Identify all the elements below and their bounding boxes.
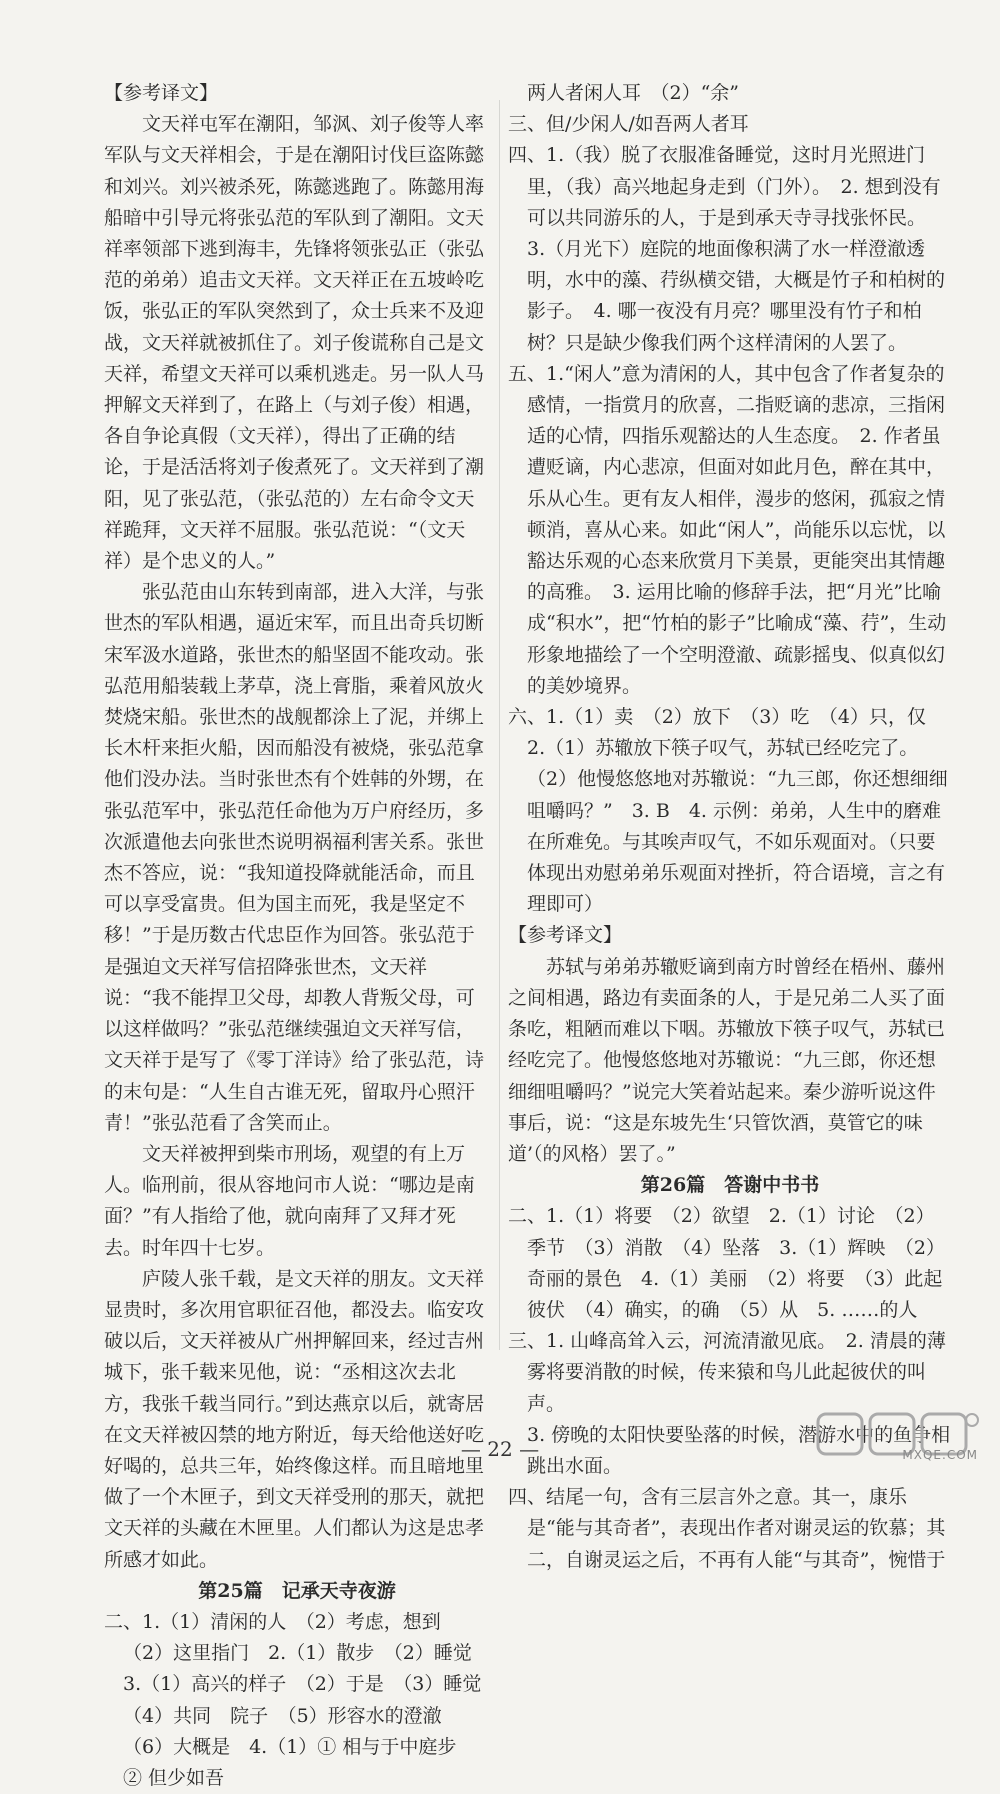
paragraph: 庐陵人张千载，是文天祥的朋友。文天祥显贵时，多次用官职征召他，都没去。临安攻破以后，文天祥被从广州押解回来，经过吉州城下，张千载来见他，说：“丞相这次去北方，我张千载当同行。”到达燕京以后，就寄居在文天祥被囚禁的地方附近，每天给他送好吃好喝的，总共三年，始终像这样。而且暗地里做了一个木匣子，到文天祥受刑的那天，就把文天祥的头藏在木匣里。人们都认为这是忠孝所感才如此。: [104, 1267, 485, 1571]
paragraph: 二、1.（1）清闲的人 （2）考虑，想到 （2）这里指门 2.（1）散步 （2）睡觉 3.（1）高兴的样子 （2）于是 （3）睡觉 （4）共同 院子 （5）形容水的澄澈 （6）大概是 4.（1）① 相与于中庭步 ② 但少如吾: [104, 1610, 501, 1789]
paragraph: 二、1.（1）将要 （2）欲望 2.（1）讨论 （2）季节 （3）消散 （4）坠落 3.（1）辉映 （2）奇丽的景色 4.（1）美丽 （2）将要 （3）此起彼伏 （4）确实，的确 （5）从 5. ……的人: [508, 1205, 945, 1321]
page-number: — 22 —: [460, 1437, 540, 1461]
paragraph: 三、但/少闲人/如吾两人者耳: [508, 113, 749, 136]
right-column: [508, 78, 952, 1576]
paragraph: 【参考译文】: [508, 924, 623, 947]
paragraph: 苏轼与弟弟苏辙贬谪到南方时曾经在梧州、藤州之间相遇，路边有卖面条的人，于是兄弟二人买了面条吃，粗陋而难以下咽。苏辙放下筷子叹气，苏轼已经吃完了。他慢悠悠地对苏辙说：“九三郎，你还想细细咀嚼吗？”说完大笑着站起来。秦少游听说这件事后，说：“这是东坡先生‘只管饮酒，莫管它的味道’（的风格）罢了。”: [508, 955, 946, 1165]
paragraph: 五、1.“闲人”意为清闲的人，其中包含了作者复杂的感情，一指赏月的欣喜，二指贬谪的悲凉，三指闲适的心情，四指乐观豁达的人生态度。 2. 作者虽遭贬谪，内心悲凉，但面对如此月色，醉在其中，乐从心生。更有友人相伴，漫步的悠闲，孤寂之情顿消，喜从心来。如此“闲人”，尚能乐以忘忧，以豁达乐观的心态来欣赏月下美景，更能突出其情趣的高雅。 3. 运用比喻的修辞手法，把“月光”比喻成“积水”，把“竹柏的影子”比喻成“藻、荇”，生动形象地描绘了一个空明澄澈、疏影摇曳、似真似幻的美妙境界。: [508, 362, 947, 697]
paragraph: 四、1.（我）脱了衣服准备睡觉，这时月光照进门里，（我）高兴地起身走到（门外）。 2. 想到没有可以共同游乐的人，于是到承天寺寻找张怀民。 3.（月光下）庭院的地面像积满了水一样澄澈透明，水中的藻、荇纵横交错，大概是竹子和柏树的影子。 4. 哪一夜没有月亮？哪里没有竹子和柏树？只是缺少像我们两个这样清闲的人罢了。: [508, 144, 946, 354]
paragraph: 文天祥被押到柴市刑场，观望的有上万人。临刑前，很从容地问市人说：“哪边是南面？”有人指给了他，就向南拜了又拜才死去。时年四十七岁。: [104, 1142, 475, 1259]
paragraph: 【参考译文】: [104, 82, 219, 104]
paragraph: 两人者闲人耳 （2）“余”: [527, 82, 740, 104]
watermark-text: MXQE.COM: [902, 1448, 978, 1462]
section-heading: 第25篇 记承天寺夜游: [198, 1579, 396, 1602]
section-heading: 第26篇 答谢中书书: [640, 1174, 820, 1197]
column-divider: [499, 100, 500, 1350]
paragraph: 文天祥屯军在潮阳，邹沨、刘子俊等人率军队与文天祥相会，于是在潮阳讨伐巨盗陈懿和刘兴。刘兴被杀死，陈懿逃跑了。陈懿用海船暗中引导元将张弘范的军队到了潮阳。文天祥率领部下逃到海丰，先锋将领张弘正（张弘范的弟弟）追击文天祥。文天祥正在五坡岭吃饭，张弘正的军队突然到了，众士兵来不及迎战，文天祥就被抓住了。刘子俊谎称自己是文天祥，希望文天祥可以乘机逃走。另一队人马押解文天祥到了，在路上（与刘子俊）相遇，各自争论真假（文天祥），得出了正确的结论，于是活活将刘子俊煮死了。文天祥到了潮阳，见了张弘范，（张弘范的）左右命令文天祥跪拜，文天祥不屈服。张弘范说：“（文天祥）是个忠义的人。”: [104, 113, 485, 573]
paragraph: 张弘范由山东转到南部，进入大洋，与张世杰的军队相遇，逼近宋军，而且出奇兵切断宋军汲水道路，张世杰的船坚固不能攻动。张弘范用船装载上茅草，浇上膏脂，乘着风放火焚烧宋船。张世杰的战舰都涂上了泥，并绑上长木杆来拒火船，因而船没有被烧，张弘范拿他们没办法。当时张世杰有个姓韩的外甥，在张弘范军中，张弘范任命他为万户府经历，多次派遣他去向张世杰说明祸福利害关系。张世杰不答应，说：“我知道投降就能活命，而且可以享受富贵。但为国主而死，我是坚定不移！”于是历数古代忠臣作为回答。张弘范于是强迫文天祥写信招降张世杰，文天祥说：“我不能捍卫父母，却教人背叛父母，可以这样做吗？”张弘范继续强迫文天祥写信，文天祥于是写了《零丁洋诗》给了张弘范，诗的末句是：“人生自古谁无死，留取丹心照汗青！”张弘范看了含笑而止。: [104, 581, 485, 1134]
paragraph: 三、1. 山峰高耸入云，河流清澈见底。 2. 清晨的薄雾将要消散的时候，传来猿和鸟儿此起彼伏的叫声。: [508, 1330, 946, 1415]
paragraph: 六、1.（1）卖 （2）放下 （3）吃 （4）只，仅 2.（1）苏辙放下筷子叹气，苏轼已经吃完了。 （2）他慢悠悠地对苏辙说：“九三郎，你还想细细咀嚼吗？” 3. B 4. 示例：弟弟，人生中的磨难在所难免。与其唉声叹气，不如乐观面对。（只要体现出劝慰弟弟乐观面对挫折，符合语境，言之有理即可）: [508, 706, 948, 916]
paragraph: 3. 傍晚的太阳快要坠落的时候，潜游水中的鱼争相跳出水面。: [527, 1423, 951, 1477]
paragraph: 四、结尾一句，含有三层言外之意。其一，康乐是“能与其奇者”，表现出作者对谢灵运的钦慕；其二，自谢灵运之后，不再有人能“与其奇”，惋惜于: [508, 1486, 946, 1571]
